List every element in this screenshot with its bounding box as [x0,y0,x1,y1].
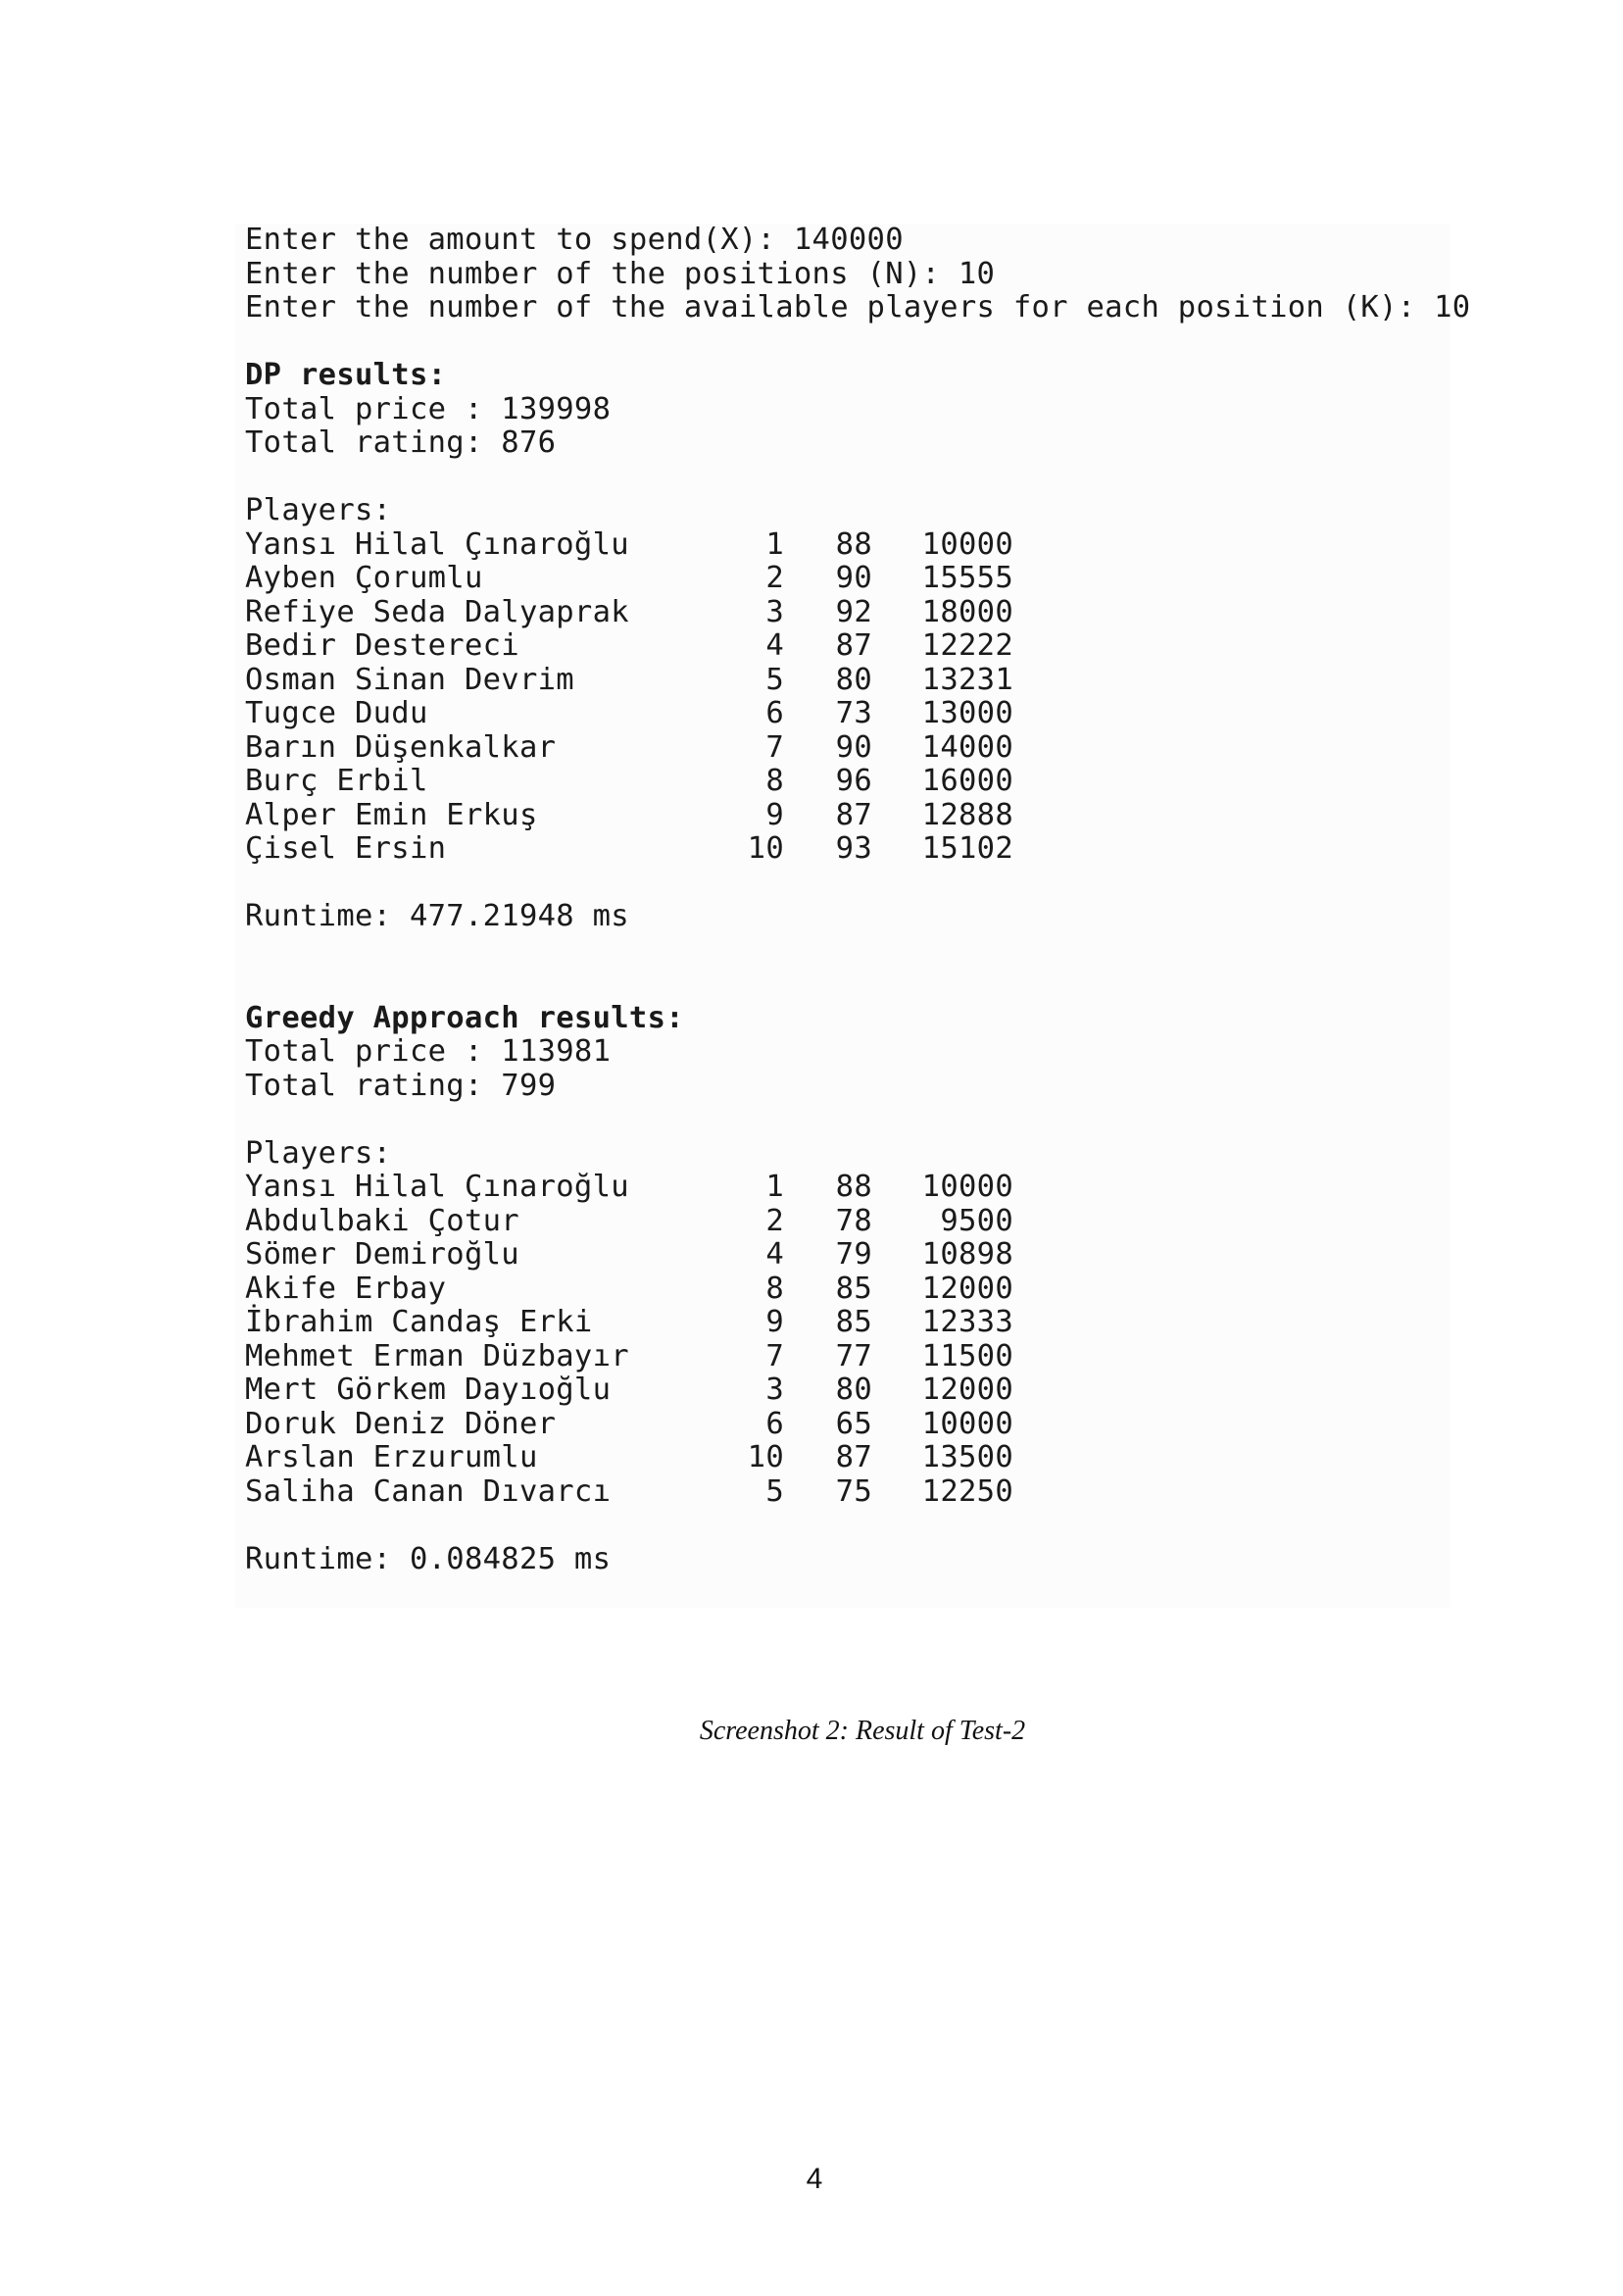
player-position: 4 [765,1237,784,1272]
table-row [245,799,1451,833]
player-name: Refiye Seda Dalyaprak [245,594,629,629]
greedy-total-price: Total price : 113981 [245,1034,612,1069]
greedy-runtime: Runtime: 0.084825 ms [245,1541,612,1576]
player-price: 12333 [921,1305,1013,1339]
player-position: 1 [765,1170,784,1204]
player-name: Doruk Deniz Döner [245,1406,557,1441]
greedy-players-label: Players: [245,1135,392,1171]
player-name: Alper Emin Erkuş [245,797,538,832]
dp-total-rating: Total rating: 876 [245,425,557,460]
table-row [245,1273,1451,1307]
table-row [245,562,1451,596]
player-rating: 87 [835,797,872,832]
player-rating: 96 [835,764,872,798]
player-price: 14000 [921,729,1013,765]
spacer [245,1509,1451,1543]
player-position: 3 [765,1373,784,1407]
table-row [245,1475,1451,1510]
player-position: 9 [765,797,784,832]
table-row [245,731,1451,766]
player-position: 8 [765,1271,784,1306]
player-price: 12000 [921,1373,1013,1407]
player-position: 2 [765,561,784,595]
table-row [245,1306,1451,1340]
player-price: 13500 [921,1440,1013,1474]
dp-runtime: Runtime: 477.21948 ms [245,899,629,933]
player-name: Çisel Ersin [245,831,447,866]
table-row [245,1441,1451,1475]
player-rating: 93 [835,831,872,866]
player-price: 12222 [921,628,1013,663]
player-name: İbrahim Candaş Erki [245,1305,593,1339]
player-rating: 85 [835,1271,872,1306]
player-rating: 88 [835,1170,872,1204]
player-rating: 90 [835,561,872,595]
table-row [245,1238,1451,1273]
dp-players-list [245,528,1451,867]
table-row [245,664,1451,698]
input-players-line: Enter the number of the available players for each position (K): 10 [245,290,1471,324]
greedy-heading: Greedy Approach results: [245,1000,684,1035]
player-name: Ayben Çorumlu [245,561,483,595]
player-name: Yansı Hilal Çınaroğlu [245,526,629,562]
table-row [245,1171,1451,1205]
player-name: Osman Sinan Devrim [245,662,574,697]
table-row [245,765,1451,799]
table-row [245,1205,1451,1239]
player-rating: 80 [835,662,872,697]
player-position: 4 [765,628,784,663]
player-price: 10898 [921,1237,1013,1272]
greedy-players-list [245,1171,1451,1509]
table-row [245,629,1451,664]
table-row [245,528,1451,563]
player-name: Arslan Erzurumlu [245,1440,538,1474]
player-rating: 87 [835,628,872,663]
player-name: Tugce Dudu [245,696,428,730]
table-row [245,832,1451,867]
player-name: Mehmet Erman Düzbayır [245,1338,629,1373]
player-price: 9500 [940,1203,1013,1238]
dp-heading: DP results: [245,358,447,392]
spacer [245,325,1451,360]
player-name: Mert Görkem Dayıoğlu [245,1373,612,1407]
player-position: 6 [765,696,784,730]
player-price: 10000 [921,1170,1013,1204]
player-price: 18000 [921,594,1013,629]
player-rating: 73 [835,696,872,730]
player-position: 9 [765,1305,784,1339]
player-name: Saliha Canan Dıvarcı [245,1473,612,1509]
player-name: Sömer Demiroğlu [245,1237,519,1272]
greedy-total-rating: Total rating: 799 [245,1068,557,1103]
table-row [245,1373,1451,1408]
player-rating: 80 [835,1373,872,1407]
player-price: 10000 [921,1406,1013,1441]
spacer [245,461,1451,495]
player-name: Bedir Destereci [245,628,519,663]
table-row [245,596,1451,630]
player-name: Barın Düşenkalkar [245,729,557,765]
dp-players-label: Players: [245,493,392,527]
player-position: 2 [765,1203,784,1238]
player-position: 1 [765,526,784,562]
player-price: 12000 [921,1271,1013,1306]
player-name: Akife Erbay [245,1271,447,1306]
player-rating: 65 [835,1406,872,1441]
player-rating: 85 [835,1305,872,1339]
player-rating: 77 [835,1338,872,1373]
player-position: 10 [747,831,784,866]
player-position: 6 [765,1406,784,1441]
spacer [245,867,1451,901]
player-name: Abdulbaki Çotur [245,1203,519,1238]
table-row [245,1340,1451,1374]
player-rating: 92 [835,594,872,629]
player-price: 16000 [921,764,1013,798]
player-price: 15555 [921,561,1013,595]
dp-total-price: Total price : 139998 [245,391,612,426]
player-name: Yansı Hilal Çınaroğlu [245,1170,629,1204]
player-price: 10000 [921,526,1013,562]
player-position: 3 [765,594,784,629]
spacer [245,1103,1451,1137]
player-price: 13231 [921,662,1013,697]
player-rating: 79 [835,1237,872,1272]
input-amount-line: Enter the amount to spend(X): 140000 [245,223,904,257]
player-price: 12888 [921,797,1013,832]
player-rating: 87 [835,1440,872,1474]
spacer [245,934,1451,1002]
table-row [245,697,1451,731]
player-position: 8 [765,764,784,798]
player-name: Burç Erbil [245,764,428,798]
page-number: 4 [806,2163,823,2195]
player-rating: 88 [835,526,872,562]
player-price: 12250 [921,1473,1013,1509]
figure-caption: Screenshot 2: Result of Test-2 [699,1716,1026,1746]
player-price: 15102 [921,831,1013,866]
player-price: 11500 [921,1338,1013,1373]
player-position: 5 [765,1473,784,1509]
player-position: 10 [747,1440,784,1474]
terminal-screenshot [235,223,1471,1608]
player-position: 7 [765,1338,784,1373]
input-positions-line: Enter the number of the positions (N): 10 [245,256,996,291]
player-rating: 90 [835,729,872,765]
player-rating: 75 [835,1473,872,1509]
player-position: 5 [765,662,784,697]
table-row [245,1408,1451,1442]
player-rating: 78 [835,1203,872,1238]
player-price: 13000 [921,696,1013,730]
player-position: 7 [765,729,784,765]
